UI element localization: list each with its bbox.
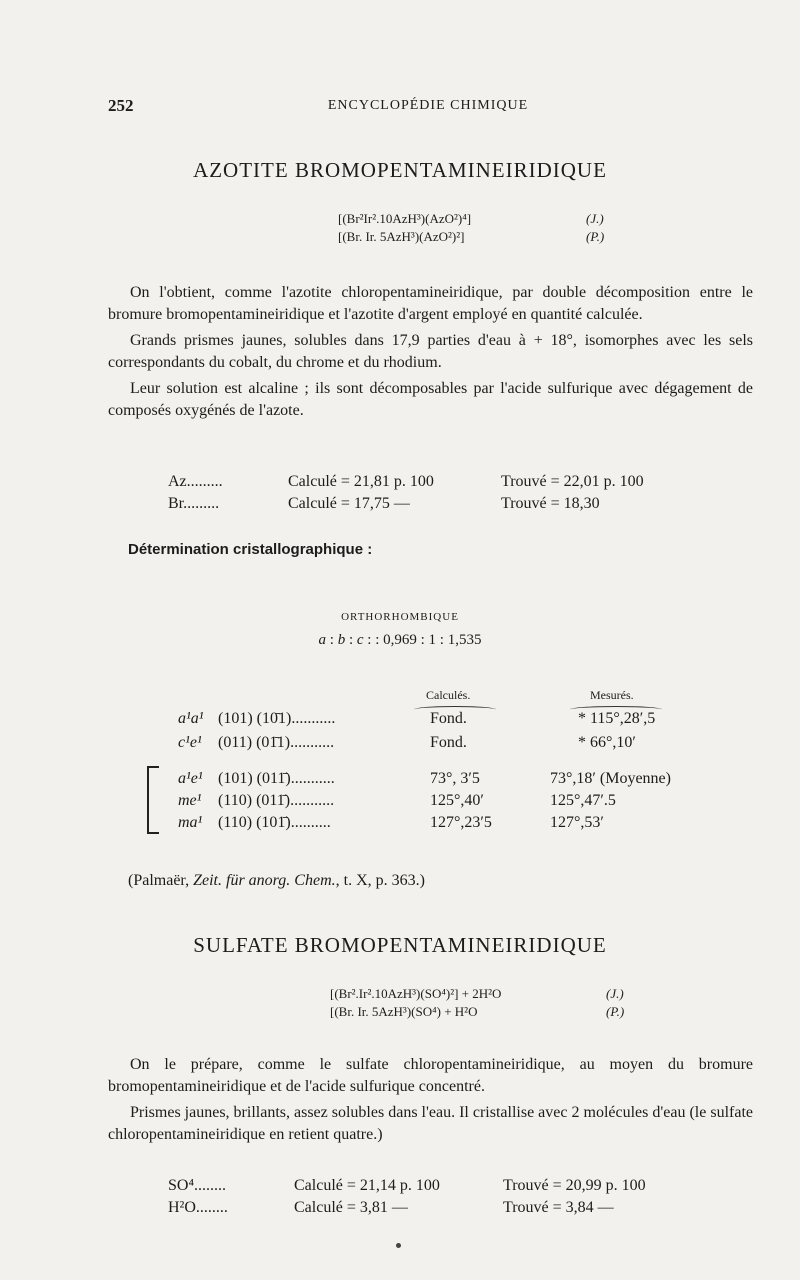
formula-block-sulfate <box>330 986 650 1022</box>
col-header-meas: Mesurés. <box>590 688 634 702</box>
analysis-calc: Calculé = 21,14 p. 100 <box>294 1177 440 1194</box>
paragraph: On l'obtient, comme l'azotite chloropentamineiridique, par double décomposition entre le bromure bromopentamineiridique et l'azotite d'argent employé en quantité calculée. <box>108 284 753 323</box>
ink-dot <box>396 1243 401 1248</box>
face-indices: (110) (011̄)........... <box>218 792 335 809</box>
formula-block-azotite <box>338 211 608 247</box>
analysis-found: Trouvé = 22,01 p. 100 <box>501 473 644 490</box>
calc-angle: 73°, 3′5 <box>430 770 480 787</box>
formula-row <box>330 986 650 1004</box>
formula-row <box>338 211 608 229</box>
analysis-found: Trouvé = 3,84 — <box>503 1199 614 1216</box>
formula-row <box>330 1004 650 1022</box>
face-indices: (011) (01̄1)........... <box>218 734 335 751</box>
paragraph: Leur solution est alcaline ; ils sont décomposables par l'acide sulfurique avec dégagement de composés oxygénés de l'azote. <box>108 380 753 419</box>
analysis-element: Br......... <box>168 495 220 512</box>
section-title-azotite: AZOTITE BROMOPENTAMINEIRIDIQUE <box>193 158 607 182</box>
meas-angle: * 115°,28′,5 <box>578 710 656 727</box>
face-label: a¹a¹ <box>178 710 204 727</box>
face-indices: (101) (10̄1)........... <box>218 710 336 727</box>
face-label: ma¹ <box>178 814 203 831</box>
meas-angle: 73°,18′ (Moyenne) <box>550 770 671 787</box>
analysis-calc: Calculé = 21,81 p. 100 <box>288 473 434 490</box>
calc-angle: Fond. <box>430 710 467 727</box>
face-label: c¹e¹ <box>178 734 202 751</box>
formula-ref: (J.) <box>606 986 624 1001</box>
formula-ref: (P.) <box>606 1004 625 1019</box>
body-text-azotite <box>108 282 753 426</box>
ratio-values: : : 0,969 : 1 : 1,535 <box>367 632 482 648</box>
face-label: a¹e¹ <box>178 770 203 787</box>
page-number: 252 <box>108 96 134 115</box>
analysis-found: Trouvé = 18,30 <box>501 495 600 512</box>
cryst-heading: Détermination cristallographique : <box>128 541 373 558</box>
formula-ref: (J.) <box>586 211 604 226</box>
table-row <box>178 814 738 838</box>
analysis-element: SO⁴........ <box>168 1177 227 1194</box>
table-row <box>178 770 738 794</box>
face-indices: (101) (011̄)........... <box>218 770 335 787</box>
analysis-calc: Calculé = 3,81 — <box>294 1199 408 1216</box>
calc-angle: 125°,40′ <box>430 792 484 809</box>
section-title-sulfate: SULFATE BROMOPENTAMINEIRIDIQUE <box>193 933 607 957</box>
analysis-element: H²O........ <box>168 1199 228 1216</box>
citation: (Palmaër, Zeit. für anorg. Chem., t. X, p. 363.) <box>128 872 425 889</box>
formula-text: [(Br. Ir. 5AzH³)(SO⁴) + H²O <box>330 1004 478 1019</box>
meas-angle: 127°,53′ <box>550 814 604 831</box>
paragraph: Prismes jaunes, brillants, assez solubles dans l'eau. Il cristallise avec 2 molécules d'eau (le sulfate chloropentamineiridique en retient quatre.) <box>108 1104 753 1143</box>
col-header-calc: Calculés. <box>426 688 471 702</box>
analysis-found: Trouvé = 20,99 p. 100 <box>503 1177 646 1194</box>
meas-angle: * 66°,10′ <box>578 734 636 751</box>
table-row <box>178 734 738 758</box>
journal-name: Zeit. für anorg. Chem. <box>193 872 336 889</box>
ratio-c: c <box>356 632 364 648</box>
calc-angle: 127°,23′5 <box>430 814 492 831</box>
formula-row <box>338 229 608 247</box>
calc-angle: Fond. <box>430 734 467 751</box>
page-header <box>108 96 748 120</box>
paragraph: Grands prismes jaunes, solubles dans 17,9 parties d'eau à + 18°, isomorphes avec les sels correspondants du cobalt, du chrome et du rhodium. <box>108 332 753 371</box>
table-row <box>178 792 738 816</box>
axial-ratio: a : b : c : : 0,969 : 1 : 1,535 <box>318 632 482 648</box>
crystal-system: ORTHORHOMBIQUE <box>341 611 459 623</box>
formula-text: [(Br. Ir. 5AzH³)(AzO²)²] <box>338 229 465 244</box>
face-label: me¹ <box>178 792 202 809</box>
ratio-b: b <box>337 632 346 648</box>
analysis-calc: Calculé = 17,75 — <box>288 495 410 512</box>
formula-ref: (P.) <box>586 229 605 244</box>
analysis-element: Az......... <box>168 473 223 490</box>
running-title: ENCYCLOPÉDIE CHIMIQUE <box>327 98 529 113</box>
ratio-a: a <box>318 632 327 648</box>
face-indices: (110) (101̄).......... <box>218 814 331 831</box>
paragraph: On le prépare, comme le sulfate chloropentamineiridique, au moyen du bromure bromopentamineiridique et de l'acide sulfurique concentré. <box>108 1056 753 1095</box>
body-text-sulfate <box>108 1054 753 1150</box>
formula-text: [(Br².Ir².10AzH³)(SO⁴)²] + 2H²O <box>330 986 502 1001</box>
table-row <box>178 710 738 734</box>
group-bracket <box>147 766 159 834</box>
meas-angle: 125°,47′.5 <box>550 792 616 809</box>
formula-text: [(Br²Ir².10AzH³)(AzO²)⁴] <box>338 211 472 226</box>
